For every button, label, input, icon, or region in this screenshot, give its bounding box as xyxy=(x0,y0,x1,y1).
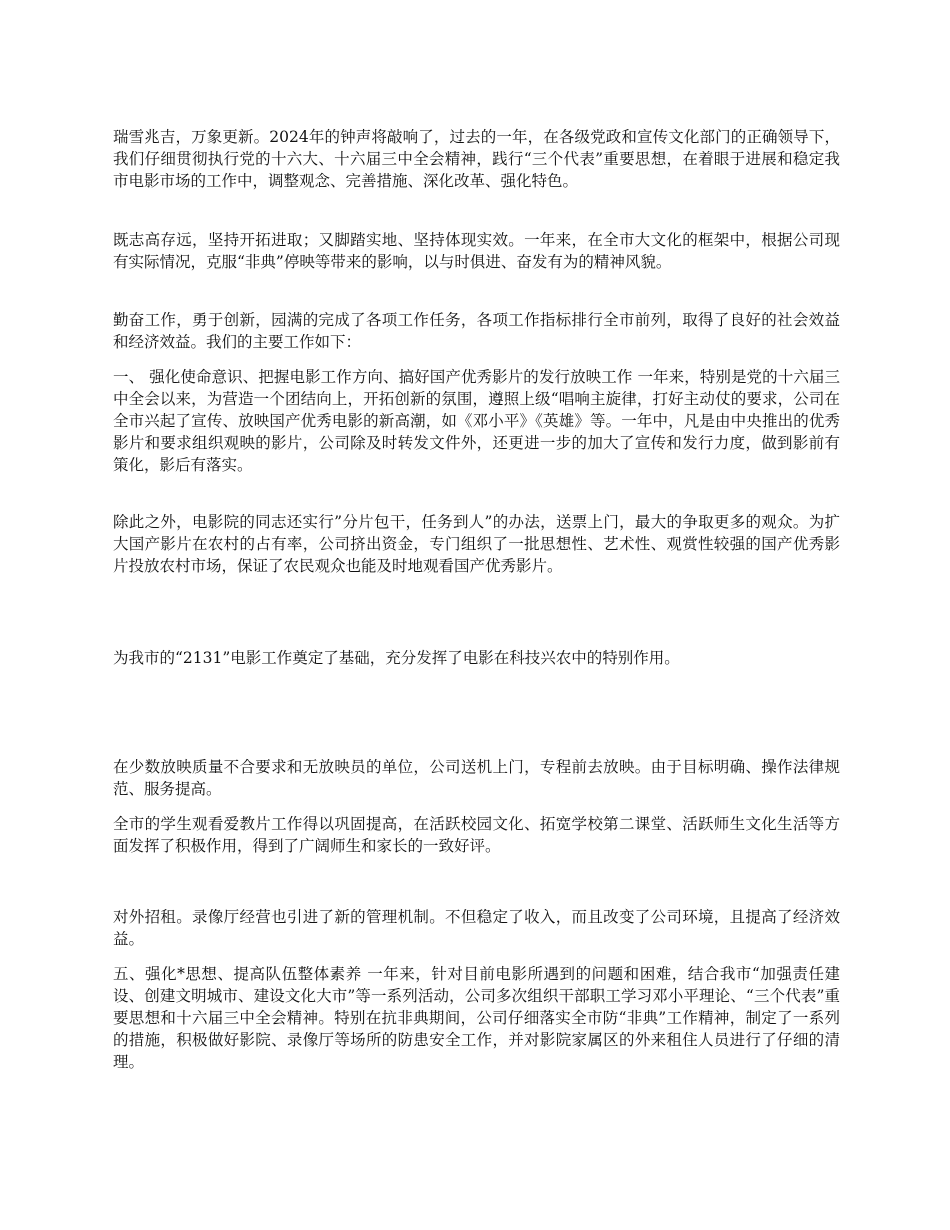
paragraph-intro: 瑞雪兆吉，万象更新。2024年的钟声将敲响了，过去的一年，在各级党政和宣传文化部门的正确领导下，我们仔细贯彻执行党的十六大、十六届三中全会精神，践行“三个代表”重要思想，在着眼于进展和稳定我市电影市场的工作中，调整观念、完善措施、深化改革、强化特色。 xyxy=(113,128,840,190)
paragraph-section-five: 五、强化*思想、提高队伍整体素养 一年来，针对目前电影所遇到的问题和困难，结合我市“加强责任建设、创建文明城市、建设文化大市”等一系列活动，公司多次组织干部职工学习邓小平理论、“三个代表”重要思想和十六届三中全会精神。特别在抗非典期间，公司仔细落实全市防“非典”工作精神，制定了一系列的措施，积极做好影院、录像厅等场所的防患安全工作，并对影院家属区的外来租住人员进行了仔细的清理。 xyxy=(113,965,840,1071)
paragraph-student-viewing: 全市的学生观看爱教片工作得以巩固提高，在活跃校园文化、拓宽学校第二课堂、活跃师生文化生活等方面发挥了积极作用，得到了广阔师生和家长的一致好评。 xyxy=(113,815,840,855)
paragraph-rural-market: 除此之外，电影院的同志还实行”分片包干，任务到人”的办法，送票上门，最大的争取更多的观众。为扩大国产影片在农村的占有率，公司挤出资金，专门组织了一批思想性、艺术性、观赏性较强的国产优秀影片投放农村市场，保证了农民观众也能及时地观看国产优秀影片。 xyxy=(113,513,840,575)
paragraph-goals: 既志高存远，坚持开拓进取；又脚踏实地、坚持体现实效。一年来，在全市大文化的框架中，根据公司现有实际情况，克服“非典”停映等带来的影响，以与时俱进、奋发有为的精神风貌。 xyxy=(113,231,840,271)
paragraph-leasing: 对外招租。录像厅经营也引进了新的管理机制。不但稳定了收入，而且改变了公司环境，且提高了经济效益。 xyxy=(113,908,840,948)
paragraph-mobile-screening: 在少数放映质量不合要求和无放映员的单位，公司送机上门，专程前去放映。由于目标明确、操作法律规范、服务提高。 xyxy=(113,758,840,798)
paragraph-section-one: 一、 强化使命意识、把握电影工作方向、搞好国产优秀影片的发行放映工作 一年来，特别是党的十六届三中全会以来，为营造一个团结向上，开拓创新的氛围，遵照上级“唱响主旋律，打好主动仗的要求，公司在全市兴起了宣传、放映国产优秀电影的新高潮，如《邓小平》《英雄》等。一年中，凡是由中央推出的优秀影片和要求组织观映的影片，公司除及时转发文件外，还更进一步的加大了宣传和发行力度，做到影前有策化，影后有落实。 xyxy=(113,368,840,474)
paragraph-achievements: 勤奋工作，勇于创新，园满的完成了各项工作任务，各项工作指标排行全市前列，取得了良好的社会效益和经济效益。我们的主要工作如下： xyxy=(113,311,840,351)
paragraph-2131-work: 为我市的“2131”电影工作奠定了基础，充分发挥了电影在科技兴农中的特别作用。 xyxy=(113,649,680,667)
